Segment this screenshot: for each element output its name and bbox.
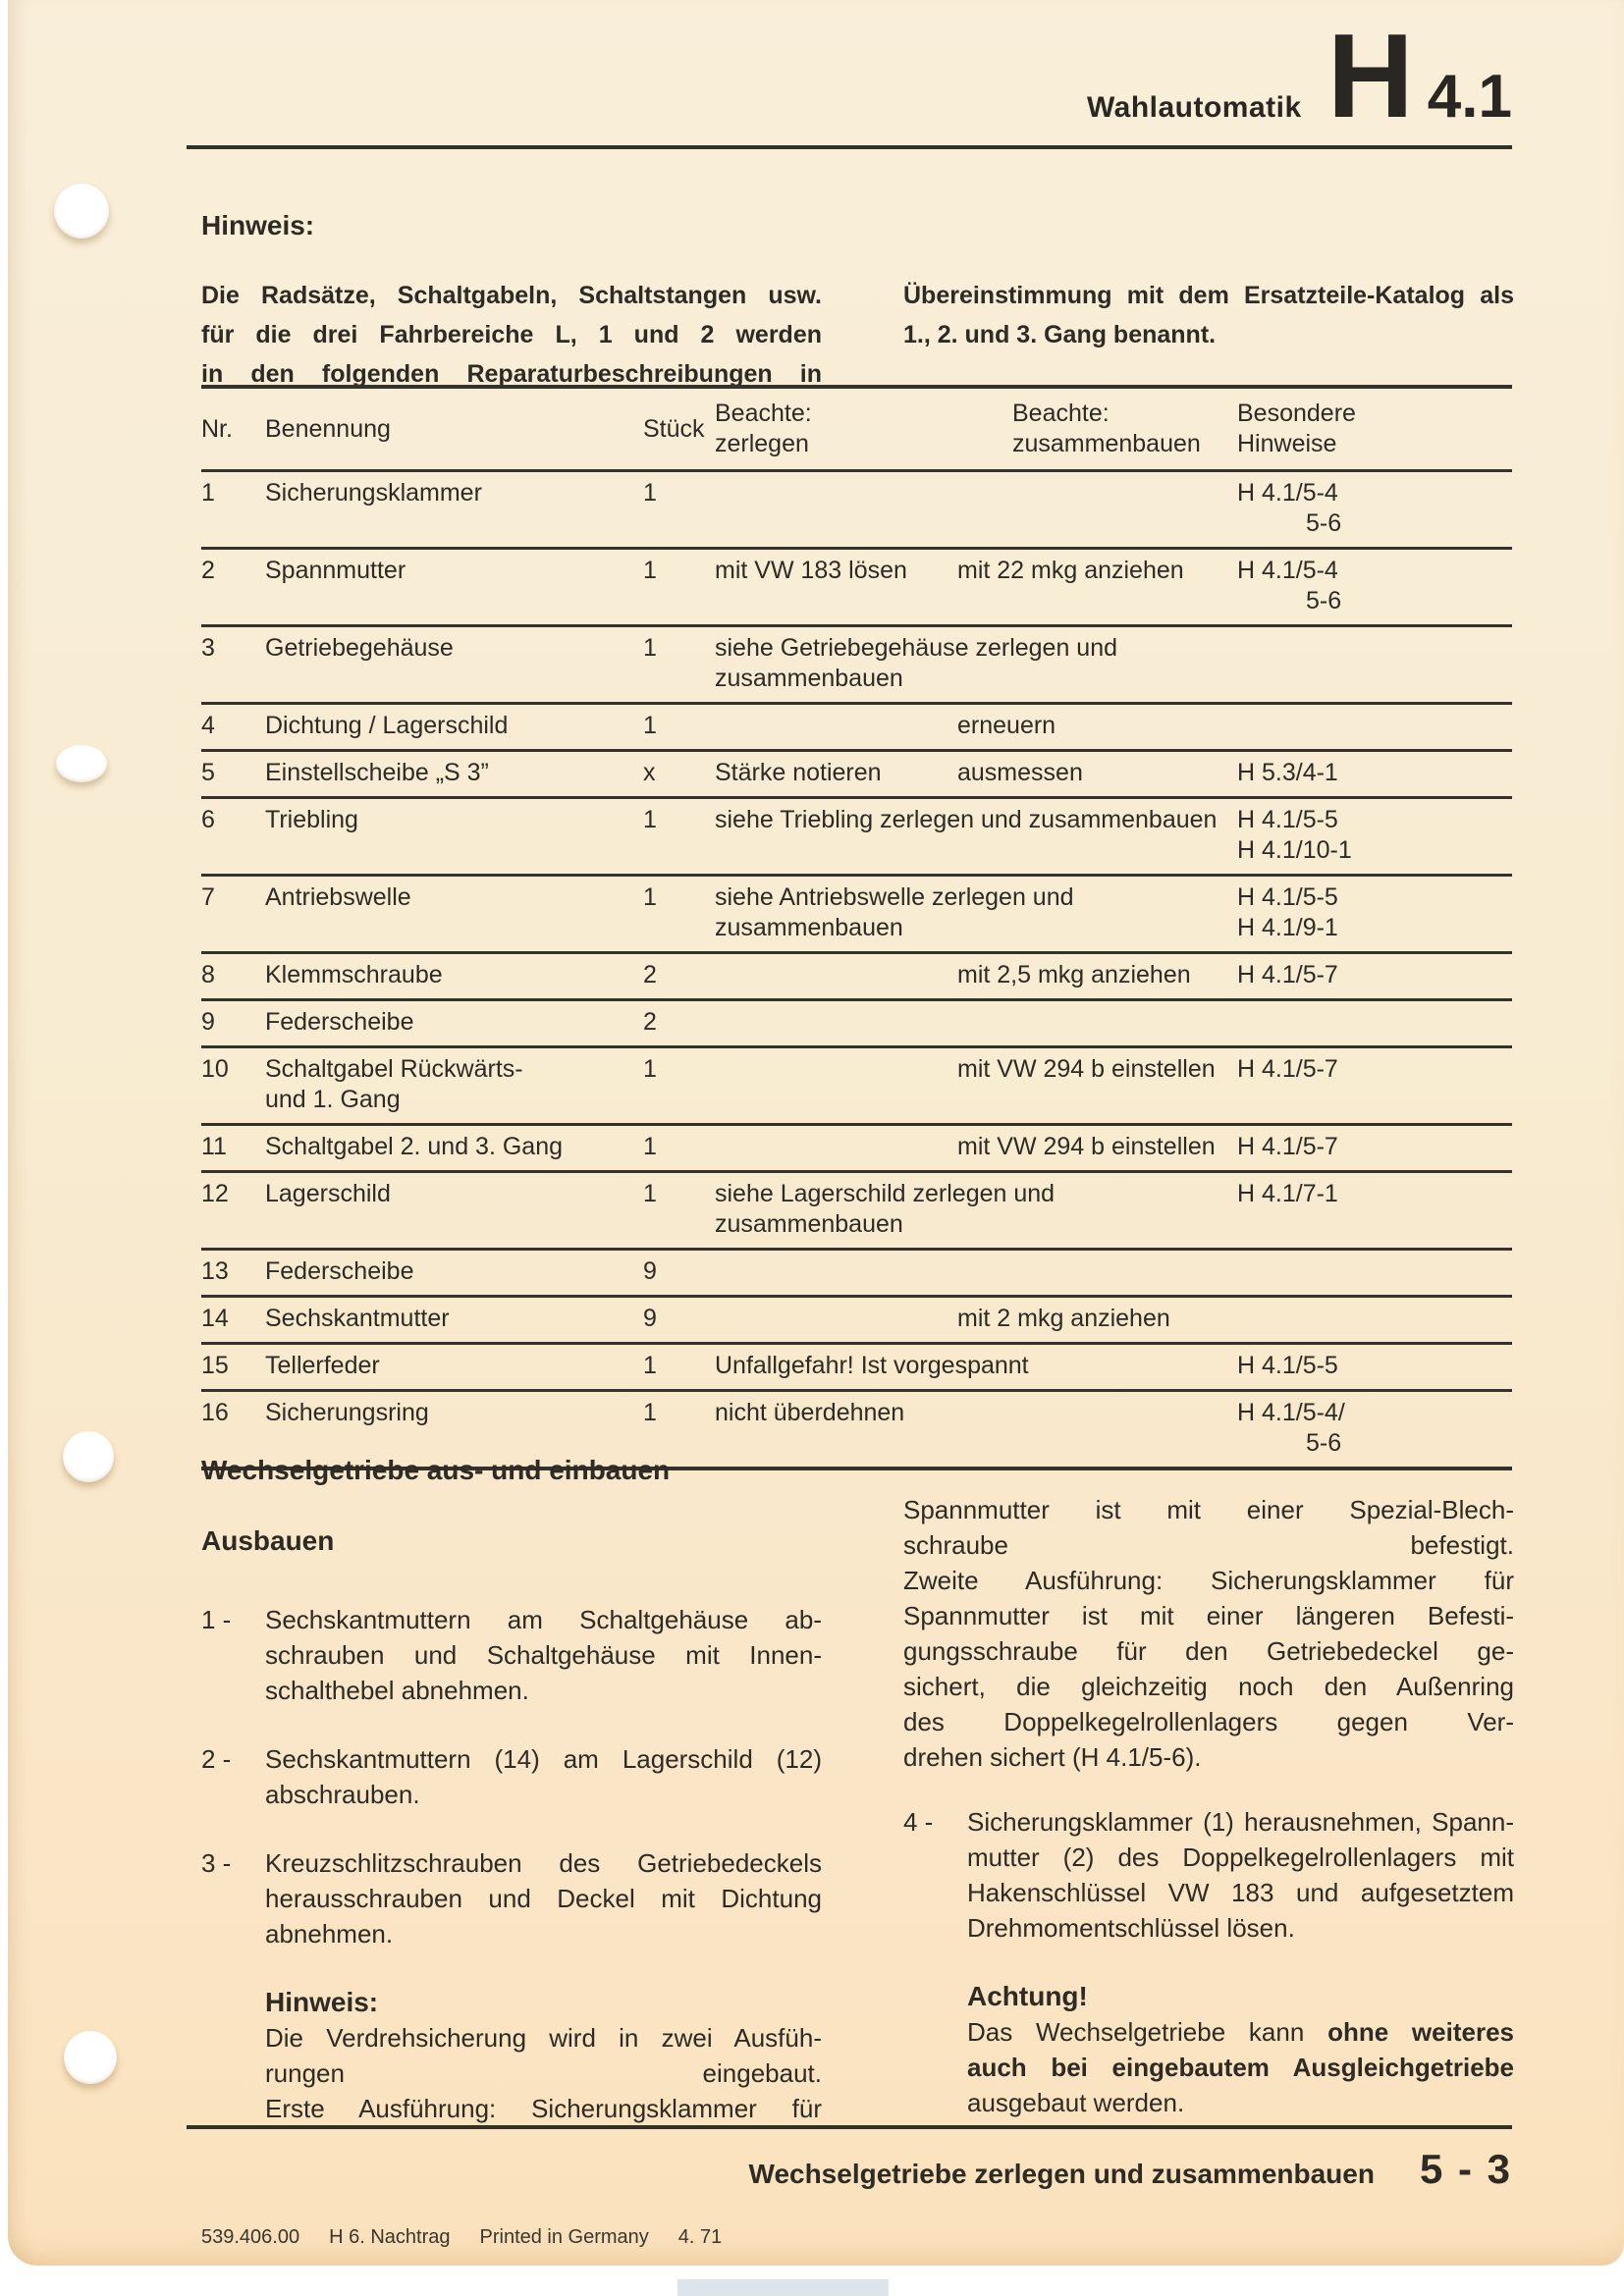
procedure-subtitle: Ausbauen [201, 1525, 335, 1556]
footer-rule [187, 2125, 1512, 2129]
punch-hole [63, 1431, 114, 1482]
intro-title: Hinweis: [201, 210, 315, 240]
col-header-name: Benennung [265, 414, 391, 443]
table-row: 1 Sicherungsklammer 1 H 4.1/5-4 5-6 [201, 471, 1512, 549]
table-row: 9 Federscheibe 2 [201, 1000, 1512, 1047]
procedure-step: 2 - Sechskantmuttern (14) am Lagerschild (12) abschrauben. [201, 1744, 822, 1809]
section-code-number: 4.1 [1427, 63, 1512, 131]
table-row: 15 Tellerfeder 1 Unfallgefahr! Ist vorgespannt H 4.1/5-5 [201, 1344, 1512, 1391]
table-row: 2 Spannmutter 1 mit VW 183 lösen mit 22 mkg anziehen H 4.1/5-4 5-6 [201, 549, 1512, 626]
procedure-step: 3 - Kreuzschlitzschrauben des Getriebedeckels herausschrauben und Deckel mit Dichtung abnehmen. [201, 1848, 822, 1949]
footer [201, 2146, 1512, 2193]
procedure-right-column [903, 1492, 1514, 2120]
punch-hole [64, 2031, 117, 2084]
intro-paragraph-right: Übereinstimmung mit dem Ersatzteile-Katalog als 1., 2. und 3. Gang benannt. [903, 282, 1514, 348]
table-row: 14 Sechskantmutter 9 mit 2 mkg anziehen [201, 1297, 1512, 1344]
page-header [1086, 9, 1512, 142]
parts-table [201, 385, 1512, 1470]
section-code-letter: H [1326, 9, 1412, 142]
table-row: 16 Sicherungsring 1 nicht überdehnen H 4.1/5-4/ 5-6 [201, 1391, 1512, 1469]
imprint-line [201, 2226, 751, 2249]
col-header-assemble: Beachte: zusammenbauen [1012, 400, 1201, 457]
header-rule [187, 145, 1512, 149]
table-row: 3 Getriebegehäuse 1 siehe Getriebegehäuse zerlegen und zusammenbauen [201, 626, 1512, 704]
col-header-disassemble: Beachte: zerlegen [715, 400, 812, 457]
table-row: 13 Federscheibe 9 [201, 1250, 1512, 1297]
imprint-part: 539.406.00 [201, 2226, 300, 2248]
imprint-part: Printed in Germany [479, 2226, 649, 2248]
punch-hole [56, 745, 107, 782]
punch-hole [54, 184, 109, 239]
section-label: Wahlautomatik [1086, 91, 1302, 124]
note-title: Hinweis: [265, 1987, 379, 2017]
procedure-title: Wechselgetriebe aus- und einbauen [201, 1455, 671, 1485]
table-header-row [201, 387, 1512, 471]
footer-caption: Wechselgetriebe zerlegen und zusammenbauen [748, 2159, 1375, 2189]
col-header-hints: Besondere Hinweise [1237, 400, 1356, 457]
procedure-left-column [201, 1453, 822, 2126]
imprint-part: 4. 71 [677, 2226, 723, 2248]
scan-artifact [677, 2279, 889, 2296]
procedure-step: 1 - Sechskantmuttern am Schaltgehäuse ab- schrauben und Schaltgehäuse mit Innen- schalthebel abnehmen. [201, 1605, 822, 1705]
table-row: 11 Schaltgabel 2. und 3. Gang 1 mit VW 294 b einstellen H 4.1/5-7 [201, 1125, 1512, 1172]
table-row: 5 Einstellscheibe „S 3” x Stärke notieren ausmessen H 5.3/4-1 [201, 751, 1512, 798]
procedure-note [265, 1985, 822, 2126]
warning-text: Das Wechselgetriebe kann ohne weiteres auch bei eingebautem Ausgleichgetriebe ausgebaut werden. [967, 2017, 1514, 2117]
intro-paragraph-left: Die Radsätze, Schaltgabeln, Schaltstangen usw. für die drei Fahrbereiche L, 1 und 2 werden in den folgenden Reparaturbeschreibungen in [201, 282, 822, 388]
procedure-step: 4 - Sicherungsklammer (1) herausnehmen, Spann- mutter (2) des Doppelkegelrollenlagers mit Hakenschlüssel VW 183 und aufgesetztem Drehmomentschlüssel lösen. [903, 1807, 1514, 1943]
table-row: 7 Antriebswelle 1 siehe Antriebswelle zerlegen und zusammenbauen H 4.1/5-5 H 4.1/9-1 [201, 876, 1512, 953]
table-row: 4 Dichtung / Lagerschild 1 erneuern [201, 704, 1512, 751]
imprint-part: H 6. Nachtrag [329, 2226, 451, 2248]
col-header-nr: Nr. [201, 414, 233, 443]
table-row: 12 Lagerschild 1 siehe Lagerschild zerlegen und zusammenbauen H 4.1/7-1 [201, 1172, 1512, 1250]
note-text: Die Verdrehsicherung wird in zwei Ausfüh- rungen eingebaut. Erste Ausführung: Sicherungsklammer für [265, 2023, 822, 2123]
col-header-qty: Stück [643, 414, 705, 443]
continuation-paragraph: Spannmutter ist mit einer Spezial-Blech- schraube befestigt. Zweite Ausführung: Sicherungsklammer für Spannmutter ist mit einer längeren Befesti- gungsschraube für den Getriebedeckel ge- sichert, die gleichzeitig noch den Außenring des Doppelkegelrollenlagers gegen Ver- drehen sichert (H 4.1/5-6). [903, 1495, 1514, 1772]
page-number: 5 - 3 [1419, 2146, 1512, 2192]
warning-block [967, 1979, 1514, 2120]
warning-title: Achtung! [967, 1981, 1088, 2011]
table-row: 10 Schaltgabel Rückwärts- und 1. Gang 1 mit VW 294 b einstellen H 4.1/5-7 [201, 1047, 1512, 1125]
table-row: 6 Triebling 1 siehe Triebling zerlegen und zusammenbauen H 4.1/5-5 H 4.1/10-1 [201, 798, 1512, 876]
table-row: 8 Klemmschraube 2 mit 2,5 mkg anziehen H 4.1/5-7 [201, 953, 1512, 1000]
